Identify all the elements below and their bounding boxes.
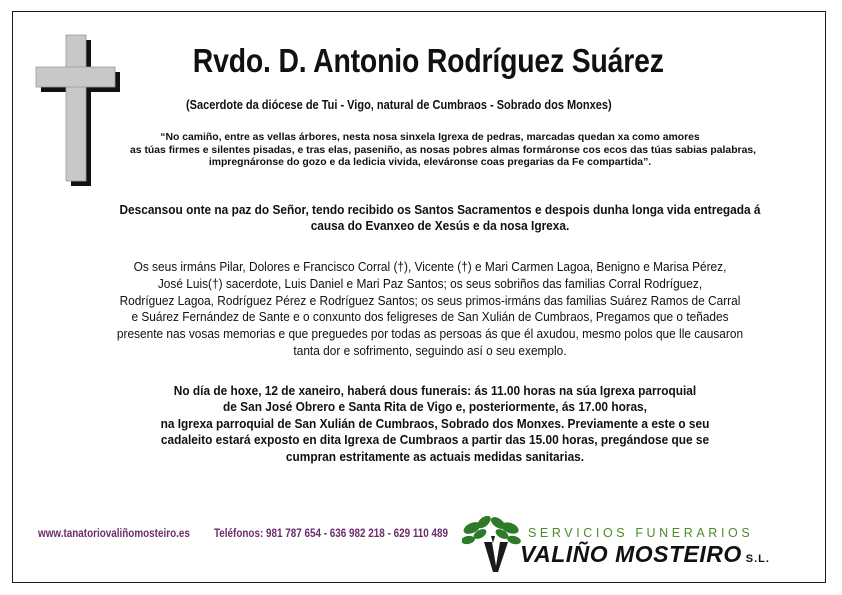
family-paragraph: [50, 259, 810, 360]
logo-name: [520, 541, 770, 568]
paragraph-line: presente nas vosas memorias e que preguedes por todas as persoas ás que él axudou, mesmo polos que lle causaron: [116, 326, 744, 342]
quote-block: [130, 132, 757, 170]
paragraph-line: cadaleito estará exposto en dita Igrexa de Cumbraos a partir das 15.00 horas, pregándose que se: [160, 432, 710, 448]
paragraph-line: cumpran estritamente as actuais medidas sanitarias.: [285, 448, 585, 464]
paragraph-line: Os seus irmáns Pilar, Dolores e Francisco Corral (†), Vicente (†) e Mari Carmen Lagoa, Benigno e Marisa Pérez,: [133, 259, 727, 274]
paragraph-line: e Suárez Fernández de Sante e o conxunto dos feligreses de San Xulián de Cumbraos, Pregamos que o teñades: [131, 309, 729, 325]
quote-line: as túas firmes e silentes pisadas, e tras elas, paseniño, as nosas pobres almas formáronse cos ecos das túas sabias palabras,: [130, 144, 757, 156]
logo-suffix: S.L.: [745, 553, 770, 565]
quote-line: impregnáronse do gozo e da ledicia vivida, eleváronse coas pregarias da Fe compartida”.: [208, 157, 652, 169]
paragraph-line: na Igrexa parroquial de San Xulián de Cumbraos, Sobrado dos Monxes. Previamente a este o seu: [160, 415, 710, 431]
logo-tagline: SERVICIOS FUNERARIOS: [528, 526, 754, 540]
paragraph-line: Rodríguez Lagoa, Rodríguez Pérez e Rodríguez Santos; os seus primos-irmáns das familias Suárez Ramos de Carral: [119, 292, 741, 308]
company-logo: [462, 516, 822, 578]
subtitle: (Sacerdote da diócese de Tui - Vigo, natural de Cumbraos - Sobrado dos Monxes): [186, 98, 612, 112]
paragraph-line: de San José Obrero e Santa Rita de Vigo e, posteriormente, ás 17.00 horas,: [223, 399, 647, 415]
deceased-name-title: Rvdo. D. Antonio Rodríguez Suárez: [192, 42, 664, 79]
paragraph-line: tanta dor e sofrimento, seguindo así o seu exemplo.: [293, 342, 567, 358]
announcement-paragraph: [60, 202, 820, 234]
website-link[interactable]: www.tanatoriovaliñomosteiro.es: [38, 528, 190, 540]
phone-numbers: Teléfonos: 981 787 654 - 636 982 218 - 629 110 489: [214, 528, 449, 540]
paragraph-line: causa do Evanxeo de Xesús e da nosa Igrexa.: [310, 218, 570, 233]
tree-logo-icon: [462, 516, 526, 574]
logo-name-text: VALIÑO MOSTEIRO: [520, 541, 742, 567]
quote-line: “No camiño, entre as vellas árbores, nesta nosa sinxela Igrexa de pedras, marcadas quedan xa como amores: [160, 132, 700, 143]
paragraph-line: Descansou onte na paz do Señor, tendo recibido os Santos Sacramentos e despois dunha longa vida entregada á: [119, 202, 761, 217]
paragraph-line: José Luis(†) sacerdote, Luis Daniel e Mari Paz Santos; os seus sobriños das familias Corral Rodríguez,: [157, 275, 703, 291]
paragraph-line: No día de hoxe, 12 de xaneiro, haberá dous funerais: ás 11.00 horas na súa Igrexa parroquial: [173, 383, 697, 398]
funeral-details-paragraph: [55, 383, 815, 465]
